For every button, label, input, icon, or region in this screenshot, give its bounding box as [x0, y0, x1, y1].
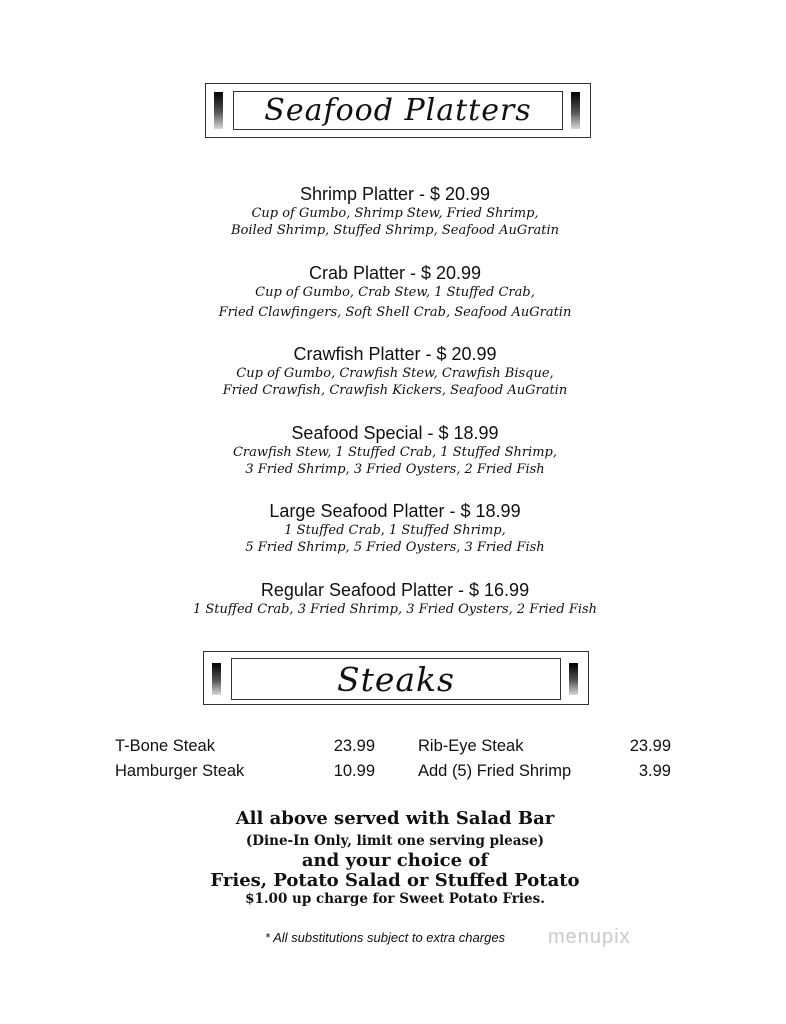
item-description-line: Crawfish Stew, 1 Stuffed Crab, 1 Stuffed Shrimp,: [232, 445, 558, 460]
item-name-price: Crab Platter - $ 20.99: [308, 263, 482, 283]
item-description-line: 1 Stuffed Crab, 1 Stuffed Shrimp,: [284, 523, 506, 538]
steak-row: [0, 735, 786, 757]
item-name-price: Crawfish Platter - $ 20.99: [293, 344, 497, 364]
steak-price: 10.99: [333, 762, 375, 780]
footer-choice: and your choice of: [301, 850, 489, 871]
seafood-platters-banner: [205, 83, 591, 138]
section-title-seafood: Seafood Platters: [264, 93, 532, 128]
item-description-line: Cup of Gumbo, Shrimp Stew, Fried Shrimp,: [251, 206, 539, 221]
item-description-line: 5 Fried Shrimp, 5 Fried Oysters, 3 Fried Fish: [245, 540, 545, 555]
item-description-line: Cup of Gumbo, Crab Stew, 1 Stuffed Crab,: [255, 285, 535, 300]
section-title-steaks: Steaks: [336, 659, 455, 699]
steak-name: Hamburger Steak: [115, 762, 245, 780]
steak-row: [0, 760, 786, 782]
banner-inner-frame: [233, 91, 563, 130]
item-description-line: Fried Crawfish, Crawfish Kickers, Seafood AuGratin: [222, 383, 568, 398]
substitutions-note: * All substitutions subject to extra charges: [264, 930, 506, 945]
menu-item-crawfish-platter: [100, 343, 690, 399]
steak-price: 23.99: [333, 737, 375, 755]
menu-item-large-seafood-platter: [100, 500, 690, 556]
menu-item-shrimp-platter: [100, 183, 690, 239]
item-description-line: Cup of Gumbo, Crawfish Stew, Crawfish Bisque,: [236, 366, 554, 381]
steak-price: 3.99: [638, 762, 671, 780]
menu-item-seafood-special: [100, 422, 690, 478]
footer-salad-bar: All above served with Salad Bar: [235, 808, 555, 829]
banner-inner-frame: [231, 658, 561, 700]
watermark: menupix: [548, 926, 631, 948]
item-name-price: Regular Seafood Platter - $ 16.99: [260, 580, 530, 600]
item-name-price: Large Seafood Platter - $ 18.99: [269, 501, 521, 521]
steak-price: 23.99: [629, 737, 671, 755]
steak-name: T-Bone Steak: [115, 737, 215, 755]
banner-decoration-right: [571, 92, 580, 129]
item-name-price: Seafood Special - $ 18.99: [291, 423, 499, 443]
steaks-banner: [203, 651, 589, 705]
item-description-line: Boiled Shrimp, Stuffed Shrimp, Seafood AuGratin: [231, 223, 559, 238]
steak-name: Add (5) Fried Shrimp: [418, 762, 572, 780]
menu-item-regular-seafood-platter: [100, 579, 690, 618]
item-description-line: 1 Stuffed Crab, 3 Fried Shrimp, 3 Fried Oysters, 2 Fried Fish: [192, 602, 598, 617]
banner-decoration-right: [569, 663, 578, 695]
item-description-line: 3 Fried Shrimp, 3 Fried Oysters, 2 Fried Fish: [245, 462, 545, 477]
banner-decoration-left: [212, 663, 221, 695]
footer-dine-in-note: (Dine-In Only, limit one serving please): [245, 833, 545, 849]
banner-decoration-left: [214, 92, 223, 129]
footer-sides: Fries, Potato Salad or Stuffed Potato: [210, 870, 580, 891]
item-description-line: Fried Clawfingers, Soft Shell Crab, Seafood AuGratin: [218, 305, 572, 320]
menu-item-crab-platter: [100, 262, 690, 321]
steak-name: Rib-Eye Steak: [418, 737, 524, 755]
footer-upcharge: $1.00 up charge for Sweet Potato Fries.: [245, 891, 545, 907]
item-name-price: Shrimp Platter - $ 20.99: [299, 184, 491, 204]
